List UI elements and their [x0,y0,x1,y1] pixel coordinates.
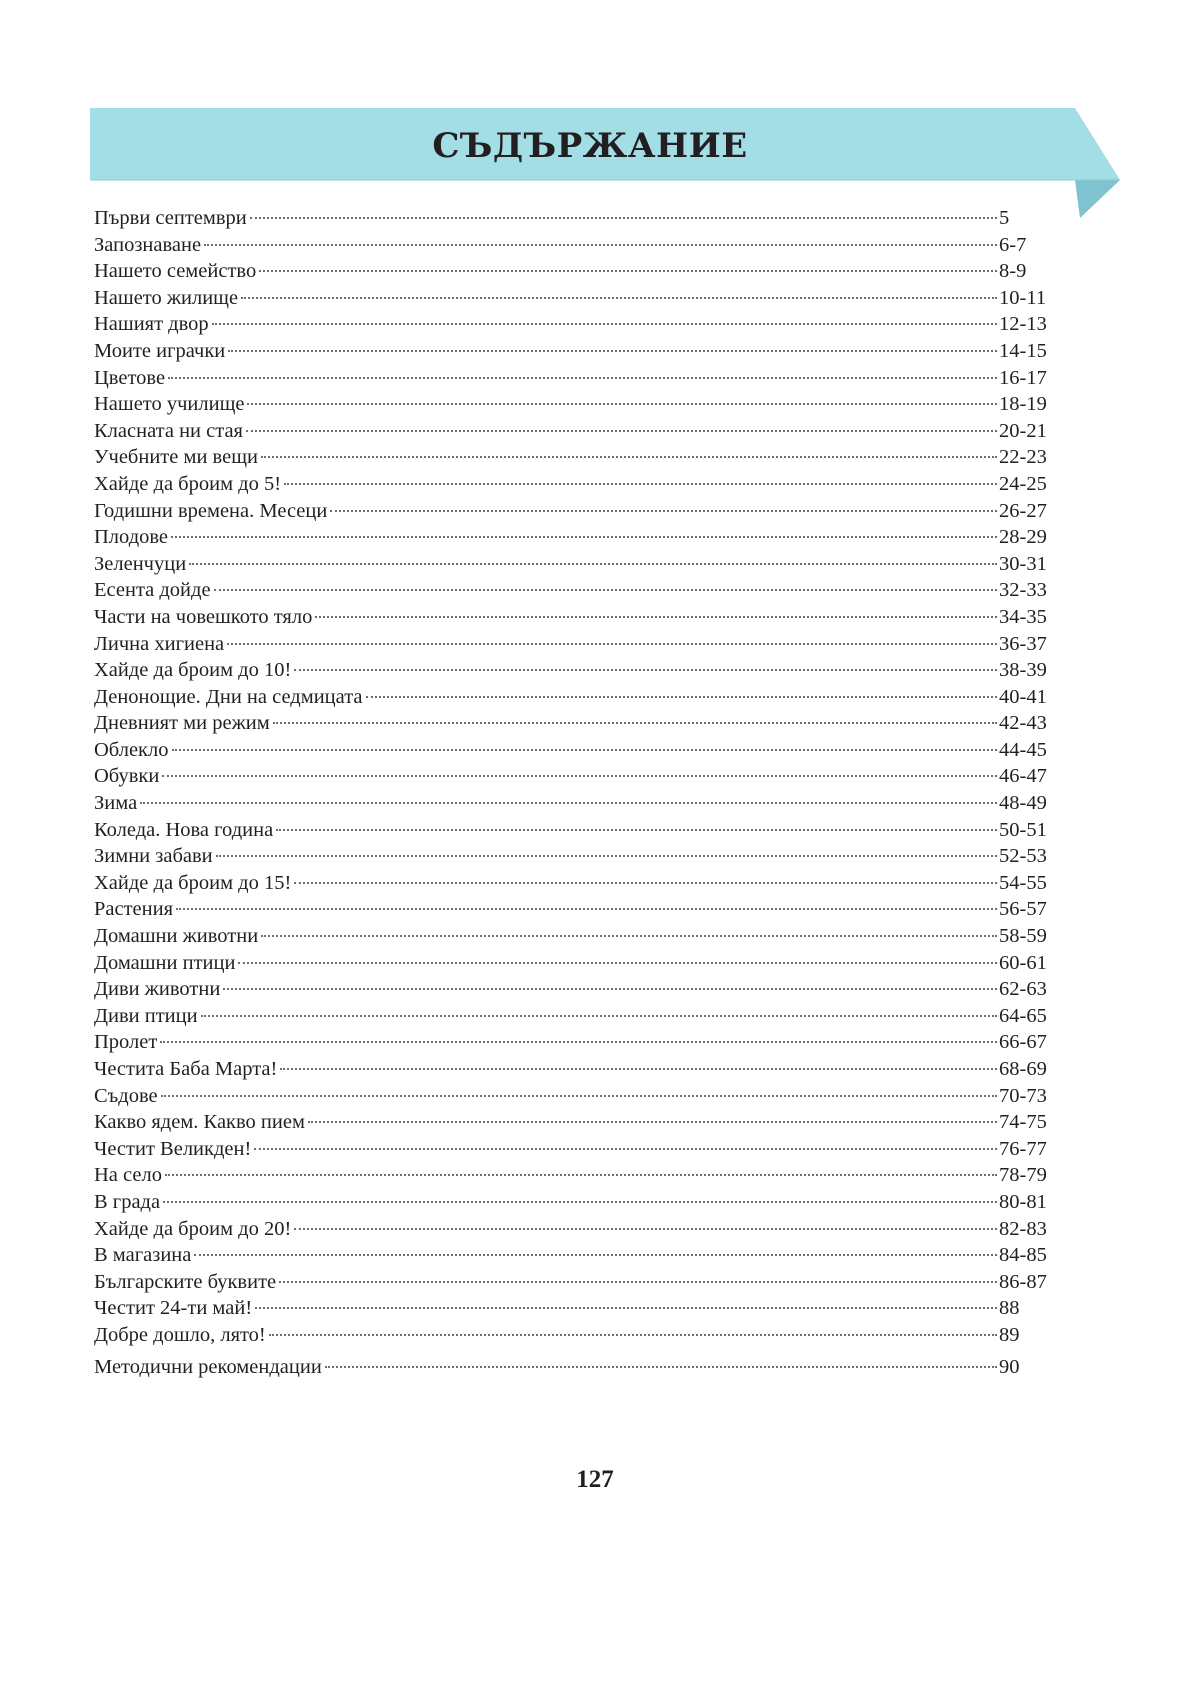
toc-entry-pages: 76-77 [999,1137,1047,1160]
dot-leader [161,1095,997,1097]
toc-entry[interactable] [94,1003,1054,1030]
toc-entry-title: В града [94,1190,161,1213]
toc-entry-pages: 34-35 [999,605,1047,628]
toc-entry[interactable] [94,604,1054,631]
toc-entry-title: В магазина [94,1244,192,1267]
toc-entry-title: Класната ни стая [94,419,243,442]
toc-entry-title: Домашни птици [94,951,236,974]
toc-entry-pages: 42-43 [999,712,1047,735]
toc-entry[interactable] [94,498,1054,525]
dot-leader [223,988,997,990]
toc-entry-pages: 66-67 [999,1031,1047,1054]
toc-entry-pages: 78-79 [999,1164,1047,1187]
toc-entry-title: Съдове [94,1084,158,1107]
toc-entry-title: Хайде да броим до 20! [94,1217,292,1240]
page-number: 127 [576,1466,614,1493]
dot-leader [247,403,997,405]
dot-leader [189,563,997,565]
toc-entry-title: Учебните ми вещи [94,446,258,469]
toc-entry-title: Денонощие. Дни на седмицата [94,685,363,708]
dot-leader [250,217,997,219]
toc-entry[interactable] [94,418,1054,445]
toc-entry[interactable] [94,1029,1054,1056]
dot-leader [254,1148,997,1150]
toc-entry[interactable] [94,232,1054,259]
toc-entry-title: Българските буквите [94,1270,277,1293]
dot-leader [294,669,997,671]
toc-entry-pages: 52-53 [999,845,1047,868]
toc-entry-title: Плодове [94,526,169,549]
toc-entry[interactable] [94,896,1054,923]
toc-entry-pages: 50-51 [999,818,1047,841]
toc-entry[interactable] [94,763,1054,790]
toc-entry-pages: 30-31 [999,552,1047,575]
toc-entry-title: Годишни времена. Месеци [94,499,328,522]
toc-entry[interactable] [94,1216,1054,1243]
dot-leader [330,510,997,512]
dot-leader [168,377,997,379]
toc-entry[interactable] [94,338,1054,365]
toc-entry-pages: 60-61 [999,951,1047,974]
dot-leader [279,1281,997,1283]
toc-entry[interactable] [94,365,1054,392]
toc-entry-pages: 14-15 [999,339,1047,362]
dot-leader [255,1307,997,1309]
toc-entry-pages: 6-7 [999,233,1027,256]
toc-entry-pages: 16-17 [999,366,1047,389]
toc-entry-title: Дневният ми режим [94,712,270,735]
toc-entry-pages: 20-21 [999,419,1047,442]
toc-entry-title: Коледа. Нова година [94,818,274,841]
toc-entry-title: Хайде да броим до 5! [94,472,282,495]
toc-entry-pages: 58-59 [999,925,1047,948]
page-title: СЪДЪРЖАНИЕ [432,126,748,166]
toc-entry-title: Облекло [94,738,169,761]
toc-entry-pages: 84-85 [999,1244,1047,1267]
toc-entry-title: Цветове [94,366,166,389]
toc-entry-pages: 10-11 [999,286,1047,309]
toc-entry-pages: 24-25 [999,472,1047,495]
toc-entry-title: Хайде да броим до 10! [94,659,292,682]
toc-entry-title: Моите играчки [94,339,226,362]
toc-entry-pages: 89 [999,1323,1020,1346]
toc-entry[interactable] [94,631,1054,658]
dot-leader [140,802,997,804]
toc-entry[interactable] [94,1056,1054,1083]
toc-entry-title: Зима [94,792,138,815]
toc-entry-pages: 48-49 [999,792,1047,815]
toc-entry[interactable] [94,551,1054,578]
toc-entry-pages: 80-81 [999,1190,1047,1213]
dot-leader [261,456,997,458]
dot-leader [276,829,997,831]
toc-entry-title: Зимни забави [94,845,213,868]
dot-leader [165,1174,997,1176]
toc-entry-title: Пролет [94,1031,158,1054]
toc-entry[interactable] [94,976,1054,1003]
toc-entry[interactable] [94,790,1054,817]
dot-leader [162,775,997,777]
dot-leader [214,589,997,591]
dot-leader [172,749,998,751]
toc-entry-pages: 54-55 [999,871,1047,894]
dot-leader [315,616,997,618]
toc-entry-pages: 12-13 [999,313,1047,336]
toc-entry[interactable] [94,258,1054,285]
toc-entry[interactable] [94,817,1054,844]
toc-entry-pages: 64-65 [999,1004,1047,1027]
toc-entry-title: Нашият двор [94,313,209,336]
toc-entry-title: Добре дошло, лято! [94,1323,266,1346]
toc-entry[interactable] [94,1269,1054,1296]
toc-entry-pages: 36-37 [999,632,1047,655]
toc-entry[interactable] [94,950,1054,977]
toc-entry-title: Домашни животни [94,925,259,948]
toc-entry[interactable] [94,1354,1054,1381]
toc-entry-pages: 86-87 [999,1270,1047,1293]
toc-entry-pages: 88 [999,1297,1020,1320]
toc-entry-title: Обувки [94,765,160,788]
toc-entry-pages: 44-45 [999,738,1047,761]
dot-leader [241,297,997,299]
toc-entry[interactable] [94,1109,1054,1136]
dot-leader [308,1121,997,1123]
toc-entry-title: Нашето жилище [94,286,239,309]
dot-leader [238,962,997,964]
toc-entry[interactable] [94,471,1054,498]
toc-entry-pages: 70-73 [999,1084,1047,1107]
dot-leader [216,855,997,857]
dot-leader [227,643,997,645]
toc-entry[interactable] [94,1189,1054,1216]
dot-leader [176,908,997,910]
toc-entry-title: Честит 24-ти май! [94,1297,253,1320]
toc-entry[interactable] [94,577,1054,604]
toc-entry-pages: 90 [999,1355,1020,1378]
title-banner [90,108,1130,218]
toc-entry[interactable] [94,657,1054,684]
dot-leader [194,1254,997,1256]
toc-entry-title: Зеленчуци [94,552,187,575]
dot-leader [366,696,997,698]
toc-entry-title: Какво ядем. Какво пием [94,1111,305,1134]
dot-leader [280,1068,997,1070]
dot-leader [261,935,997,937]
toc-entry[interactable] [94,391,1054,418]
toc-entry[interactable] [94,524,1054,551]
dot-leader [212,323,997,325]
dot-leader [228,350,997,352]
toc-entry-title: Нашето семейство [94,260,257,283]
dot-leader [273,722,997,724]
toc-entry[interactable] [94,1322,1054,1349]
toc-entry-pages: 82-83 [999,1217,1047,1240]
dot-leader [171,536,997,538]
toc-entry[interactable] [94,870,1054,897]
toc-entry-pages: 68-69 [999,1058,1047,1080]
toc-entry[interactable] [94,737,1054,764]
toc-entry[interactable] [94,444,1054,471]
toc-entry[interactable] [94,1295,1054,1322]
toc-entry-title: Честит Великден! [94,1137,252,1160]
toc-entry[interactable] [94,843,1054,870]
toc-entry-pages: 28-29 [999,526,1047,549]
table-of-contents [94,205,1054,1380]
toc-entry-title: Запознаване [94,233,202,256]
toc-entry-pages: 18-19 [999,393,1047,416]
toc-entry-pages: 46-47 [999,765,1047,788]
dot-leader [201,1015,997,1017]
toc-entry-title: Хайде да броим до 15! [94,871,292,894]
toc-entry-title: Лична хигиена [94,632,225,655]
toc-entry-pages: 32-33 [999,579,1047,602]
toc-entry-title: Части на човешкото тяло [94,605,313,628]
toc-entry-pages: 56-57 [999,898,1047,921]
toc-entry[interactable] [94,311,1054,338]
toc-entry[interactable] [94,1136,1054,1163]
dot-leader [163,1201,997,1203]
dot-leader [246,430,997,432]
toc-entry-title: Методични рекомендации [94,1355,322,1378]
toc-entry-pages: 74-75 [999,1111,1047,1134]
toc-entry-title: Нашето училище [94,393,245,416]
toc-entry-pages: 62-63 [999,978,1047,1001]
dot-leader [204,244,997,246]
dot-leader [284,483,997,485]
toc-entry-title: Диви птици [94,1004,198,1027]
toc-entry-pages: 22-23 [999,446,1047,469]
dot-leader [259,270,997,272]
dot-leader [294,882,997,884]
toc-entry[interactable] [94,923,1054,950]
toc-entry[interactable] [94,1162,1054,1189]
toc-entry-pages: 26-27 [999,499,1047,522]
toc-entry[interactable] [94,1242,1054,1269]
toc-entry-pages: 38-39 [999,659,1047,682]
toc-entry[interactable] [94,285,1054,312]
ribbon-fold [1075,180,1120,218]
toc-entry-title: Първи септември [94,207,247,229]
dot-leader [294,1228,997,1230]
toc-entry-title: Растения [94,898,174,921]
toc-entry[interactable] [94,205,1054,232]
toc-entry[interactable] [94,684,1054,711]
dot-leader [160,1041,997,1043]
dot-leader [269,1334,997,1336]
toc-entry-pages: 40-41 [999,685,1047,708]
toc-entry-title: Диви животни [94,978,221,1001]
toc-entry-title: На село [94,1164,162,1187]
toc-entry-pages: 5 [999,207,1010,229]
dot-leader [325,1366,997,1368]
toc-entry-title: Честита Баба Марта! [94,1058,278,1080]
toc-entry-title: Есента дойде [94,579,211,602]
toc-entry[interactable] [94,710,1054,737]
toc-entry-pages: 8-9 [999,260,1027,283]
toc-entry[interactable] [94,1083,1054,1110]
